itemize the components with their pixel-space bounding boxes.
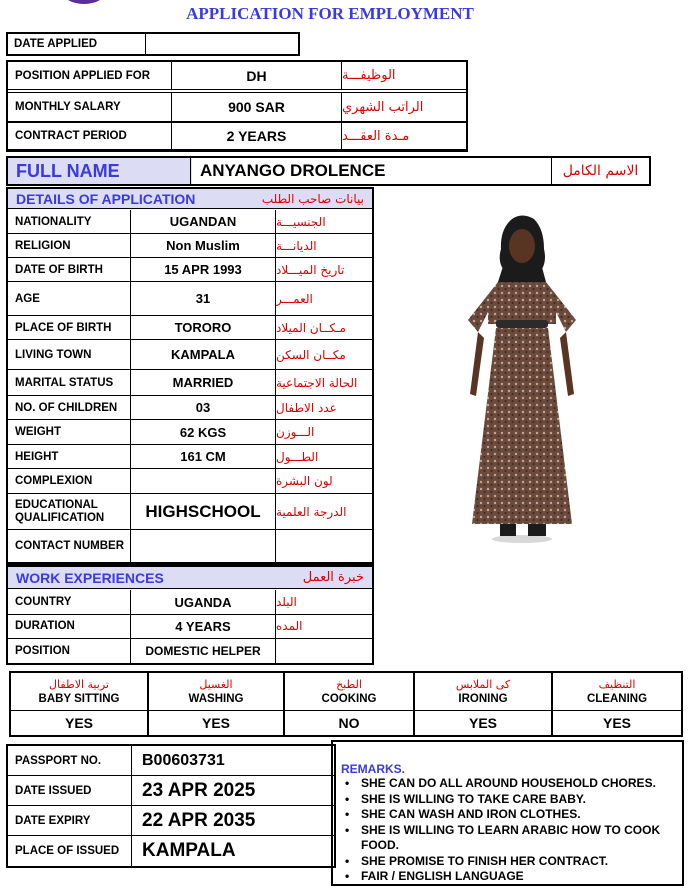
remark-item: • SHE CAN WASH AND IRON CLOTHES. — [341, 807, 676, 823]
date-applied-label: DATE APPLIED — [7, 33, 146, 55]
work-label: DURATION — [8, 614, 131, 639]
details-arabic: الطـــول — [275, 445, 372, 469]
details-value: 03 — [130, 396, 276, 420]
top-info-label: MONTHLY SALARY — [8, 92, 172, 122]
details-title-arabic: بيانات صاحب الطلب — [261, 191, 364, 206]
full-name-arabic: الاسم الكامل — [551, 158, 649, 184]
details-arabic: مكــان السكن — [275, 340, 372, 370]
details-label: DATE OF BIRTH — [8, 258, 131, 282]
top-info-arabic: مـدة العقـــد — [341, 122, 466, 150]
skill-arabic: كى الملابس — [455, 678, 511, 691]
remarks-box — [331, 740, 684, 886]
work-value: DOMESTIC HELPER — [130, 638, 276, 663]
details-label: LIVING TOWN — [8, 340, 131, 370]
skill-arabic: التنظيف — [598, 678, 636, 691]
passport-value: B00603731 — [131, 746, 334, 776]
details-arabic: الـــوزن — [275, 420, 372, 445]
full-name-label: FULL NAME — [8, 158, 191, 184]
details-arabic: عدد الاطفال — [275, 396, 372, 420]
date-applied-value — [146, 33, 299, 55]
details-value — [130, 469, 276, 494]
details-label: PLACE OF BIRTH — [8, 316, 131, 340]
top-info-label: POSITION APPLIED FOR — [8, 62, 172, 90]
skill-label: COOKING — [321, 693, 377, 705]
remark-item: • SHE PROMISE TO FINISH HER CONTRACT. — [341, 854, 676, 870]
work-arabic — [275, 638, 372, 663]
details-arabic: تاريخ الميـــلاد — [275, 258, 372, 282]
passport-value: KAMPALA — [131, 836, 334, 866]
passport-label: DATE EXPIRY — [8, 806, 132, 836]
skill-arabic: تربية الاطفال — [49, 678, 109, 691]
work-value: 4 YEARS — [130, 614, 276, 639]
details-value: 31 — [130, 282, 276, 316]
skill-header — [414, 673, 552, 711]
remark-item: • FAIR / ENGLISH LANGUAGE — [341, 869, 676, 885]
skill-arabic: الطبخ — [336, 678, 362, 691]
remarks-title: REMARKS. — [341, 762, 406, 776]
details-value: KAMPALA — [130, 340, 276, 370]
details-value: HIGHSCHOOL — [130, 494, 276, 530]
details-label: RELIGION — [8, 234, 131, 258]
details-value: 15 APR 1993 — [130, 258, 276, 282]
details-value — [130, 530, 276, 563]
top-info-arabic: الراتب الشهري — [341, 92, 466, 122]
skill-value: YES — [552, 710, 681, 735]
details-value: Non Muslim — [130, 234, 276, 258]
details-label: COMPLEXION — [8, 469, 131, 494]
top-info-value: 2 YEARS — [171, 122, 342, 150]
skill-label: BABY SITTING — [38, 693, 120, 705]
remark-item: • SHE IS WILLING TO LEARN ARABIC HOW TO COOK FOOD. — [341, 823, 676, 854]
details-label: NATIONALITY — [8, 210, 131, 234]
skill-label: CLEANING — [586, 693, 648, 705]
remark-item: • SHE CAN DO ALL AROUND HOUSEHOLD CHORES. — [341, 776, 676, 792]
passport-label: PLACE OF ISSUED — [8, 836, 132, 866]
details-label: NO. OF CHILDREN — [8, 396, 131, 420]
skill-arabic: الغسيل — [199, 678, 233, 691]
work-title: WORK EXPERIENCES — [16, 569, 164, 586]
passport-value: 23 APR 2025 — [131, 776, 334, 806]
details-arabic — [275, 530, 372, 563]
details-arabic: الديانـــة — [275, 234, 372, 258]
full-name-value: ANYANGO DROLENCE — [192, 158, 551, 184]
details-label: AGE — [8, 282, 131, 316]
skill-label: IRONING — [458, 693, 508, 705]
details-title: DETAILS OF APPLICATION — [16, 190, 196, 207]
top-info-value: 900 SAR — [171, 92, 342, 122]
details-label: WEIGHT — [8, 420, 131, 445]
details-arabic: العمـــر — [275, 282, 372, 316]
details-label: HEIGHT — [8, 445, 131, 469]
details-arabic: مـكــان الميلاد — [275, 316, 372, 340]
passport-label: DATE ISSUED — [8, 776, 132, 806]
top-info-label: CONTRACT PERIOD — [8, 122, 172, 150]
top-info-value: DH — [171, 62, 342, 90]
work-label: POSITION — [8, 638, 131, 663]
work-label: COUNTRY — [8, 590, 131, 615]
skill-value: NO — [284, 710, 414, 735]
details-value: UGANDAN — [130, 210, 276, 234]
skill-value: YES — [11, 710, 148, 735]
top-info-arabic: الوظيفـــة — [341, 62, 466, 90]
remark-item: • SHE IS WILLING TO TAKE CARE BABY. — [341, 792, 676, 808]
details-arabic: الجنسيـــة — [275, 210, 372, 234]
details-title-band — [8, 189, 372, 209]
applicant-photo-figure — [458, 214, 586, 546]
skill-value: YES — [414, 710, 552, 735]
skill-header — [11, 673, 148, 711]
work-title-arabic: خبرة العمل — [302, 570, 364, 585]
details-arabic: لون البشرة — [275, 469, 372, 494]
skill-header — [552, 673, 681, 711]
details-value: MARRIED — [130, 370, 276, 396]
skill-header — [284, 673, 414, 711]
details-label: EDUCATIONAL QUALIFICATION — [8, 494, 131, 530]
work-value: UGANDA — [130, 590, 276, 615]
skill-label: WASHING — [188, 693, 244, 705]
work-title-band — [8, 567, 372, 589]
work-arabic: المده — [275, 614, 372, 639]
details-arabic: الدرجة العلمية — [275, 494, 372, 530]
details-value: 161 CM — [130, 445, 276, 469]
applicant-photo — [458, 214, 586, 546]
passport-value: 22 APR 2035 — [131, 806, 334, 836]
remarks-list — [341, 776, 676, 885]
skill-value: YES — [148, 710, 284, 735]
page-title: APPLICATION FOR EMPLOYMENT — [186, 4, 474, 23]
skill-header — [148, 673, 284, 711]
details-label: CONTACT NUMBER — [8, 530, 131, 563]
passport-label: PASSPORT NO. — [8, 746, 132, 776]
details-arabic: الحالة الاجتماعية — [275, 370, 372, 396]
details-value: TORORO — [130, 316, 276, 340]
work-arabic: البلد — [275, 590, 372, 615]
details-label: MARITAL STATUS — [8, 370, 131, 396]
details-value: 62 KGS — [130, 420, 276, 445]
